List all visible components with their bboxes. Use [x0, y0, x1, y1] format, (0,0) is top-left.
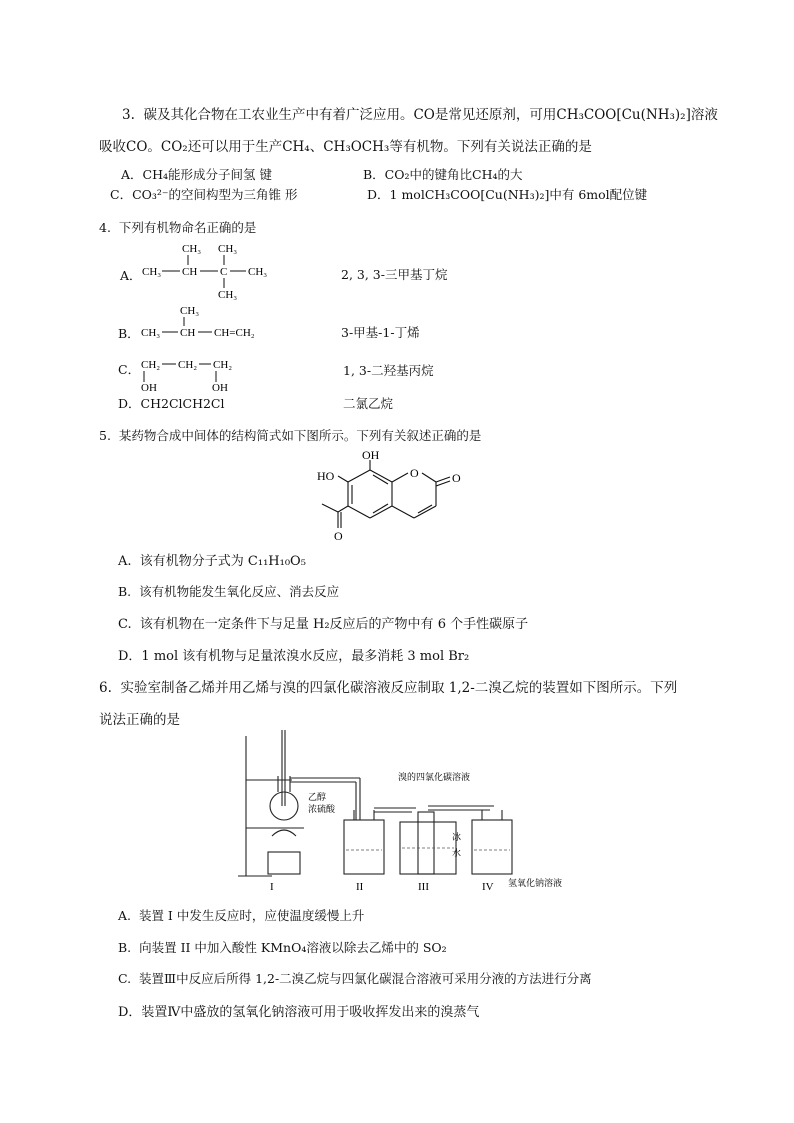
q6-label-2: II	[356, 881, 364, 893]
q4a-ch3-top-right: CH₃	[218, 243, 238, 255]
q4a-ch3-bottom: CH₃	[218, 289, 238, 301]
q4c-oh-left: OH	[141, 382, 157, 394]
q4-structure-a	[140, 238, 290, 302]
q6-label-ethanol: 乙醇	[308, 792, 327, 802]
q5-molecule-structure	[312, 448, 482, 544]
q4-option-c-name: 1, 3-二羟基丙烷	[343, 363, 434, 378]
q4b-ch: CH	[180, 327, 196, 339]
q4-option-b-name: 3-甲基-1-丁烯	[341, 325, 420, 340]
q5-ho-left: HO	[317, 469, 335, 483]
q6-label-4: IV	[482, 881, 494, 893]
q5-o-ring: O	[410, 466, 419, 480]
q5-o-acetyl: O	[334, 529, 343, 543]
q4-structure-b	[140, 302, 280, 342]
q4b-ch3-top: CH₃	[180, 305, 200, 317]
q6-label-ice: 冰	[452, 832, 462, 842]
q6-label-acid: 浓硫酸	[308, 804, 336, 814]
q6-stem-line2: 说法正确的是	[99, 712, 180, 728]
q6-label-3: III	[418, 881, 429, 893]
q4-stem: 4. 下列有机物命名正确的是	[99, 220, 257, 235]
q4c-ch2-mid: CH₂	[178, 359, 198, 371]
q4a-c: C	[220, 266, 228, 278]
q4c-ch2-right: CH₂	[213, 359, 233, 371]
q4b-ch-ch2: CH=CH₂	[214, 327, 255, 339]
q6-option-c: C. 装置Ⅲ中反应后所得 1,2-二溴乙烷与四氯化碳混合溶液可采用分液的方法进行分离	[118, 971, 592, 986]
q5-option-b: B. 该有机物能发生氧化反应、消去反应	[118, 584, 340, 599]
q5-o-carbonyl: O	[452, 471, 461, 485]
q3-stem-line1: 3. 碳及其化合物在工农业生产中有着广泛应用。CO是常见还原剂，可用CH₃COO[Cu(NH₃)₂]溶液	[122, 107, 718, 123]
q6-apparatus-figure	[232, 728, 563, 896]
q6-option-a: A. 装置 I 中发生反应时，应使温度缓慢上升	[118, 908, 365, 923]
q4b-ch3-left: CH₃	[141, 327, 161, 339]
q4-option-a-label: A．	[120, 268, 142, 283]
q4a-ch: CH	[182, 266, 198, 278]
q5-oh-top: OH	[362, 448, 380, 462]
q6-label-1: I	[270, 881, 274, 893]
q6-label-water: 水	[452, 848, 462, 858]
q4a-ch3-right: CH₃	[248, 266, 268, 278]
q6-label-naoh: 氢氧化钠溶液	[508, 878, 563, 888]
q4-option-c-label: C．	[118, 362, 141, 377]
q4-option-d-formula: D．CH2ClCH2Cl	[118, 396, 225, 411]
q5-option-a: A. 该有机物分子式为 C₁₁H₁₀O₅	[118, 554, 306, 569]
q4-option-a-name: 2, 3, 3-三甲基丁烷	[341, 267, 448, 282]
q6-stem-line1: 6. 实验室制备乙烯并用乙烯与溴的四氯化碳溶液反应制取 1,2-二溴乙烷的装置如下图所示。下列	[99, 680, 678, 696]
q3-option-d: D．1 molCH₃COO[Cu(NH₃)₂]中有 6mol配位键	[367, 187, 648, 202]
q6-label-br-solution: 溴的四氯化碳溶液	[398, 772, 471, 782]
q4a-ch3-left: CH₃	[142, 266, 162, 278]
q3-option-c: C．CO₃²⁻的空间构型为三角锥 形	[110, 187, 298, 202]
q6-option-b: B. 向装置 II 中加入酸性 KMnO₄溶液以除去乙烯中的 SO₂	[118, 940, 447, 955]
q4c-ch2-left: CH₂	[141, 359, 161, 371]
q3-stem-line2: 吸收CO。CO₂还可以用于生产CH₄、CH₃OCH₃等有机物。下列有关说法正确的是	[99, 139, 592, 155]
q5-option-c: C. 该有机物在一定条件下与足量 H₂反应后的产物中有 6 个手性碳原子	[118, 617, 529, 632]
q4-option-b-label: B．	[118, 326, 140, 341]
q6-option-d: D．装置Ⅳ中盛放的氢氧化钠溶液可用于吸收挥发出来的溴蒸气	[118, 1005, 480, 1020]
q4-structure-c	[140, 354, 250, 394]
q5-option-d: D．1 mol 该有机物与足量浓溴水反应，最多消耗 3 mol Br₂	[118, 649, 470, 664]
q3-option-b: B．CO₂中的键角比CH₄的大	[363, 167, 523, 182]
q5-stem: 5. 某药物合成中间体的结构简式如下图所示。下列有关叙述正确的是	[99, 428, 482, 443]
q4-option-d-name: 二氯乙烷	[343, 396, 394, 411]
q4a-ch3-top-left: CH₃	[182, 243, 202, 255]
q3-option-a: A．CH₄能形成分子间氢 键	[121, 167, 272, 182]
q4c-oh-right: OH	[212, 382, 228, 394]
